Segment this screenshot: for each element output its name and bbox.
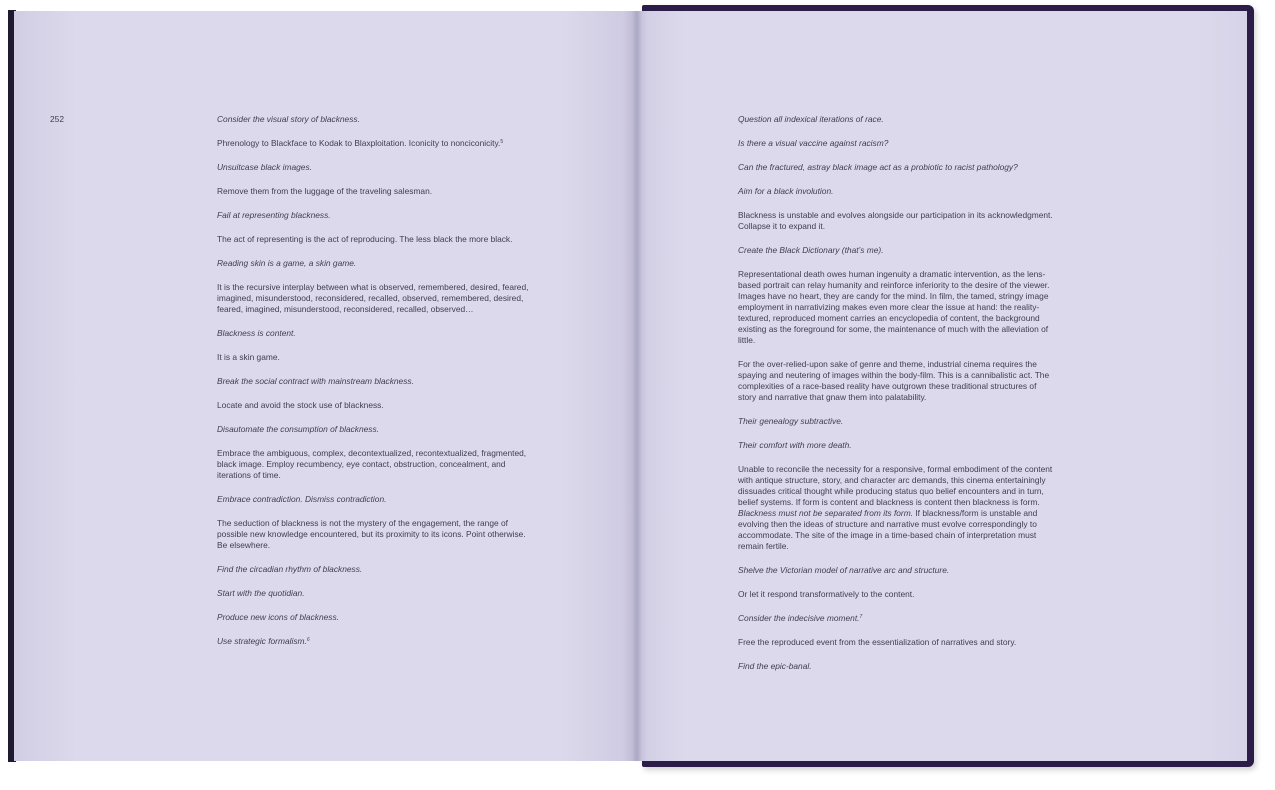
left-page	[14, 11, 636, 761]
paragraph-text: Locate and avoid the stock use of blackness.	[217, 400, 384, 410]
paragraph-text: The seduction of blackness is not the mystery of the engagement, the range of possible new knowledge encountered, but its proximity to its icons. Point otherwise. Be elsewhere.	[217, 518, 526, 550]
footnote-marker: 6	[306, 637, 310, 643]
paragraph-text: Embrace the ambiguous, complex, decontextualized, recontextualized, fragmented, black image. Employ recumbency, eye contact, obstruction, concealment, and iterations of time.	[217, 448, 527, 480]
paragraph	[217, 114, 532, 125]
paragraph-text: Consider the visual story of blackness.	[217, 114, 360, 124]
paragraph	[217, 636, 532, 647]
paragraph	[217, 518, 532, 551]
paragraph-text: Or let it respond transformatively to the content.	[738, 589, 915, 599]
paragraph	[738, 269, 1053, 346]
paragraph	[738, 210, 1053, 232]
paragraph-text: Disautomate the consumption of blackness.	[217, 424, 380, 434]
paragraph	[738, 114, 1053, 125]
paragraph	[738, 245, 1053, 256]
paragraph	[217, 612, 532, 623]
paragraph	[217, 448, 532, 481]
paragraph	[217, 258, 532, 269]
paragraph	[738, 613, 1053, 624]
paragraph-text: Use strategic formalism.	[217, 636, 307, 646]
paragraph	[217, 588, 532, 599]
paragraph-text: Their genealogy subtractive.	[738, 416, 844, 426]
paragraph-text: Consider the indecisive moment.	[738, 613, 860, 623]
paragraph-text: Their comfort with more death.	[738, 440, 852, 450]
paragraph-text: Reading skin is a game, a skin game.	[217, 258, 357, 268]
paragraph-text: Embrace contradiction. Dismiss contradiction.	[217, 494, 387, 504]
paragraph-text: Create the Black Dictionary (that’s me).	[738, 245, 884, 255]
page-number: 252	[50, 114, 64, 124]
paragraph-text: Start with the quotidian.	[217, 588, 305, 598]
paragraph-text: Blackness is content.	[217, 328, 296, 338]
paragraph-text: It is a skin game.	[217, 352, 280, 362]
paragraph-text: Representational death owes human ingenuity a dramatic intervention, as the lens-based portrait can relay humanity and reinforce inferiority to the desire of the viewer. Images have no heart, they are candy for the mind. In film, the tamed, stringy image employment in narrativizing makes even more clear the issue at hand: the reality-textured, reproduced moment carries an encyclopedia of content, the background existing as the foreground for some, the maintenance of much with the alleviation of little.	[738, 269, 1050, 345]
paragraph	[738, 162, 1053, 173]
paragraph	[738, 138, 1053, 149]
paragraph-text: Phrenology to Blackface to Kodak to Blaxploitation. Iconicity to nonciconicity.	[217, 138, 501, 148]
paragraph	[217, 376, 532, 387]
paragraph	[217, 210, 532, 221]
footnote-marker: 7	[859, 614, 863, 620]
paragraph-text: Aim for a black involution.	[738, 186, 834, 196]
paragraph	[217, 328, 532, 339]
paragraph	[738, 565, 1053, 576]
paragraph-text: Blackness is unstable and evolves alongside our participation in its acknowledgment. Collapse it to expand it.	[738, 210, 1053, 231]
paragraph	[738, 464, 1053, 552]
left-text-column	[217, 114, 532, 660]
paragraph	[738, 440, 1053, 451]
paragraph-text: Remove them from the luggage of the traveling salesman.	[217, 186, 433, 196]
paragraph	[217, 494, 532, 505]
paragraph	[738, 637, 1053, 648]
paragraph-text: Shelve the Victorian model of narrative arc and structure.	[738, 565, 950, 575]
paragraph	[738, 186, 1053, 197]
paragraph-text: For the over-relied-upon sake of genre and theme, industrial cinema requires the spaying and neutering of images within the body-film. This is a cannibalistic act. The complexities of a race-based reality have outgrown these traditional structures of story and narrative that gnaw them into palatability.	[738, 359, 1050, 402]
paragraph	[217, 162, 532, 173]
emphasized-text: Blackness must not be separated from its form.	[738, 508, 914, 518]
paragraph	[217, 282, 532, 315]
paragraph-text: Can the fractured, astray black image act as a probiotic to racist pathology?	[738, 162, 1018, 172]
paragraph	[217, 564, 532, 575]
paragraph-text: Unable to reconcile the necessity for a responsive, formal embodiment of the content with antique structure, story, and character arc demands, this cinema entertainingly dissuades critical thought while producing status quo belief encounters and in turn, belief systems. If form is content and blackness is content then blackness is form.	[738, 464, 1053, 507]
paragraph	[217, 138, 532, 149]
right-page	[636, 11, 1247, 761]
paragraph	[738, 589, 1053, 600]
footnote-marker: 5	[500, 139, 504, 145]
paragraph	[738, 416, 1053, 427]
paragraph	[738, 359, 1053, 403]
paragraph-text: Question all indexical iterations of race.	[738, 114, 884, 124]
paragraph-text: Unsuitcase black images.	[217, 162, 312, 172]
right-text-column	[738, 114, 1053, 685]
book-gutter	[632, 11, 642, 761]
paragraph-text: Fail at representing blackness.	[217, 210, 331, 220]
paragraph	[217, 424, 532, 435]
paragraph-text: The act of representing is the act of reproducing. The less black the more black.	[217, 234, 513, 244]
paragraph-text: Break the social contract with mainstream blackness.	[217, 376, 414, 386]
paragraph	[217, 400, 532, 411]
paragraph	[217, 352, 532, 363]
paragraph-text: Produce new icons of blackness.	[217, 612, 339, 622]
paragraph	[738, 661, 1053, 672]
paragraph-text: Free the reproduced event from the essentialization of narratives and story.	[738, 637, 1017, 647]
paragraph-text: Is there a visual vaccine against racism?	[738, 138, 889, 148]
paragraph	[217, 186, 532, 197]
paragraph-text: Find the epic-banal.	[738, 661, 812, 671]
paragraph	[217, 234, 532, 245]
paragraph-text-continued: If blackness/form is unstable and evolving then the ideas of structure and narrative must evolve correspondingly to accommodate. The site of the image in a time-based chain of interpretation must remain fertile.	[738, 508, 1038, 551]
paragraph-text: Find the circadian rhythm of blackness.	[217, 564, 363, 574]
paragraph-text: It is the recursive interplay between what is observed, remembered, desired, feared, imagined, misunderstood, reconsidered, recalled, observed, remembered, desired, feared, imagined, misunderstood, reconsidered, recalled, observed…	[217, 282, 529, 314]
